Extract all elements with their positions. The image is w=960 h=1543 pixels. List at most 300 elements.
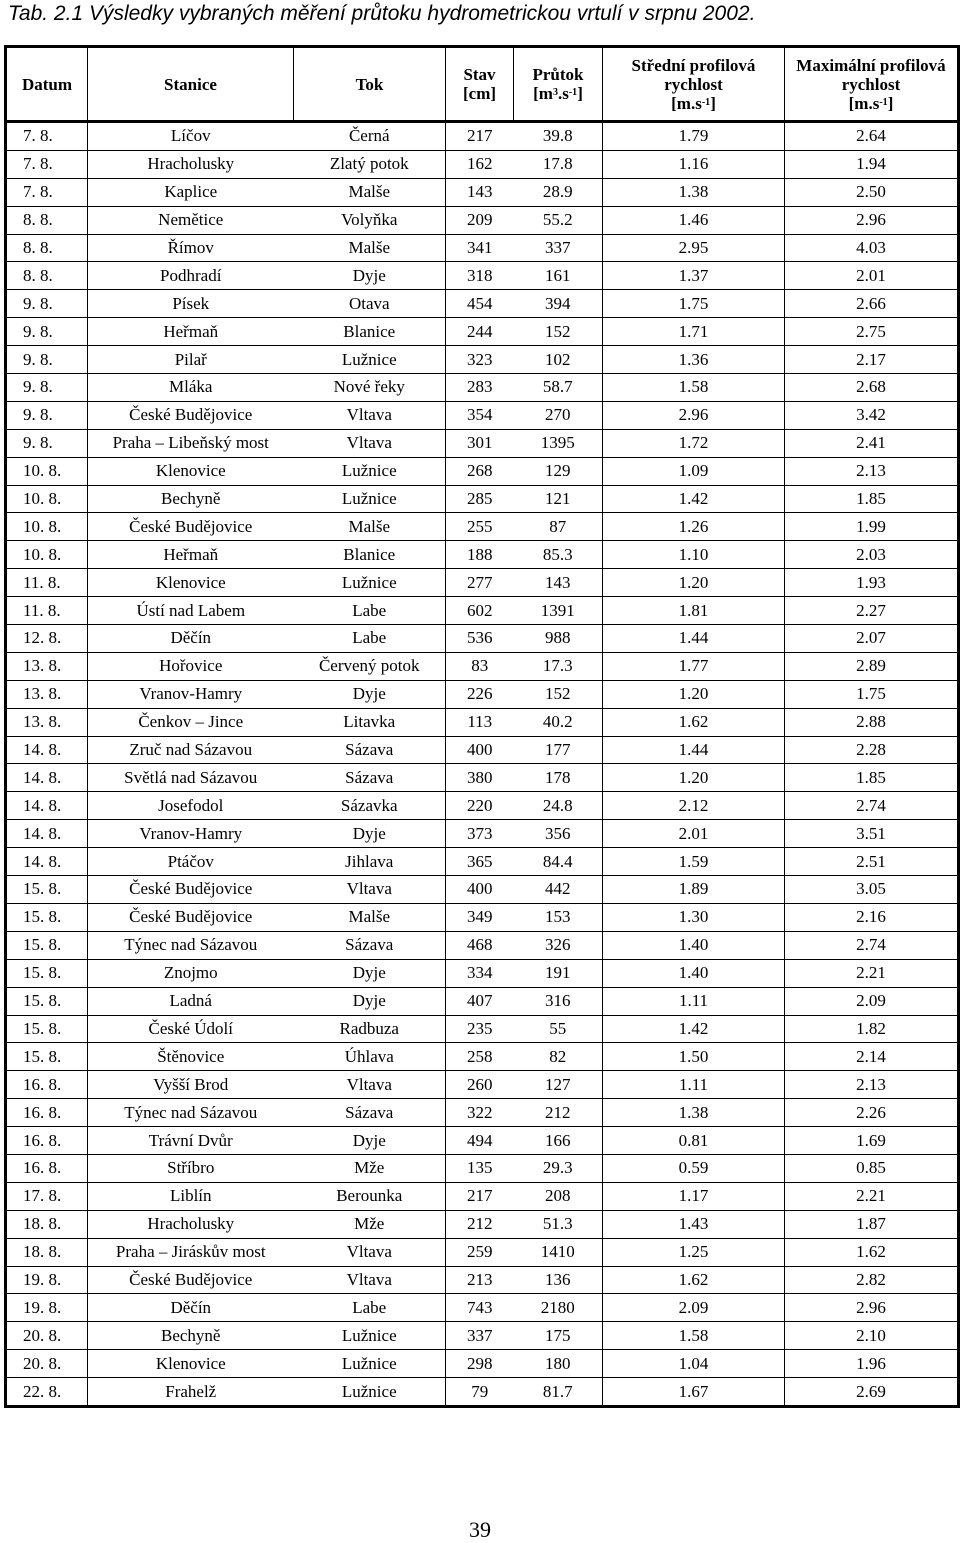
table-row — [6, 485, 959, 513]
cell-tok: Sázava — [294, 736, 446, 764]
cell-stredni-rychlost: 1.25 — [603, 1238, 785, 1266]
cell-stav: 318 — [446, 262, 514, 290]
cell-maximalni-rychlost: 2.74 — [785, 792, 959, 820]
cell-stanice: České Budějovice — [88, 1266, 294, 1294]
cell-stanice: České Budějovice — [88, 401, 294, 429]
cell-prutok: 316 — [514, 987, 603, 1015]
cell-datum: 16. 8. — [6, 1071, 88, 1099]
cell-prutok: 178 — [514, 764, 603, 792]
cell-stanice: Ústí nad Labem — [88, 597, 294, 625]
cell-stanice: Mláka — [88, 374, 294, 402]
cell-stanice: Líčov — [88, 122, 294, 151]
cell-stredni-rychlost: 1.42 — [603, 1015, 785, 1043]
cell-stav: 341 — [446, 234, 514, 262]
table-row — [6, 987, 959, 1015]
table-row — [6, 625, 959, 653]
cell-stredni-rychlost: 1.58 — [603, 1322, 785, 1350]
cell-datum: 15. 8. — [6, 959, 88, 987]
cell-maximalni-rychlost: 1.85 — [785, 764, 959, 792]
cell-stav: 244 — [446, 318, 514, 346]
cell-maximalni-rychlost: 2.10 — [785, 1322, 959, 1350]
cell-prutok: 84.4 — [514, 848, 603, 876]
cell-maximalni-rychlost: 1.94 — [785, 150, 959, 178]
cell-maximalni-rychlost: 2.01 — [785, 262, 959, 290]
cell-maximalni-rychlost: 3.51 — [785, 820, 959, 848]
cell-datum: 15. 8. — [6, 903, 88, 931]
table-row — [6, 122, 959, 151]
cell-maximalni-rychlost: 1.96 — [785, 1350, 959, 1378]
cell-tok: Zlatý potok — [294, 150, 446, 178]
cell-stav: 400 — [446, 736, 514, 764]
cell-stav: 259 — [446, 1238, 514, 1266]
cell-stanice: Stříbro — [88, 1154, 294, 1182]
cell-maximalni-rychlost: 1.75 — [785, 680, 959, 708]
cell-stav: 743 — [446, 1294, 514, 1322]
cell-tok: Litavka — [294, 708, 446, 736]
cell-prutok: 191 — [514, 959, 603, 987]
cell-stav: 113 — [446, 708, 514, 736]
header-tok: Tok — [294, 47, 446, 122]
cell-stav: 298 — [446, 1350, 514, 1378]
cell-stav: 365 — [446, 848, 514, 876]
cell-datum: 10. 8. — [6, 457, 88, 485]
cell-maximalni-rychlost: 2.17 — [785, 346, 959, 374]
cell-tok: Vltava — [294, 429, 446, 457]
cell-maximalni-rychlost: 1.69 — [785, 1127, 959, 1155]
cell-stanice: Nemětice — [88, 206, 294, 234]
cell-datum: 9. 8. — [6, 290, 88, 318]
cell-stanice: Štěnovice — [88, 1043, 294, 1071]
table-row — [6, 1182, 959, 1210]
cell-tok: Dyje — [294, 959, 446, 987]
cell-datum: 16. 8. — [6, 1099, 88, 1127]
table-row — [6, 1154, 959, 1182]
cell-stredni-rychlost: 2.95 — [603, 234, 785, 262]
cell-maximalni-rychlost: 2.64 — [785, 122, 959, 151]
cell-stav: 349 — [446, 903, 514, 931]
cell-maximalni-rychlost: 1.87 — [785, 1210, 959, 1238]
cell-tok: Dyje — [294, 987, 446, 1015]
cell-stanice: Praha – Jiráskův most — [88, 1238, 294, 1266]
cell-prutok: 337 — [514, 234, 603, 262]
cell-maximalni-rychlost: 1.99 — [785, 513, 959, 541]
cell-prutok: 121 — [514, 485, 603, 513]
cell-stanice: Bechyně — [88, 485, 294, 513]
cell-stav: 400 — [446, 876, 514, 904]
cell-stredni-rychlost: 0.59 — [603, 1154, 785, 1182]
cell-stanice: Vranov-Hamry — [88, 680, 294, 708]
cell-tok: Dyje — [294, 820, 446, 848]
cell-stav: 283 — [446, 374, 514, 402]
cell-stredni-rychlost: 1.42 — [603, 485, 785, 513]
cell-stav: 494 — [446, 1127, 514, 1155]
cell-tok: Sázava — [294, 931, 446, 959]
cell-datum: 8. 8. — [6, 262, 88, 290]
table-row — [6, 820, 959, 848]
cell-stredni-rychlost: 1.20 — [603, 680, 785, 708]
cell-tok: Vltava — [294, 876, 446, 904]
cell-tok: Lužnice — [294, 1322, 446, 1350]
cell-datum: 19. 8. — [6, 1266, 88, 1294]
cell-stanice: České Budějovice — [88, 513, 294, 541]
cell-prutok: 102 — [514, 346, 603, 374]
table-row — [6, 401, 959, 429]
cell-stredni-rychlost: 1.36 — [603, 346, 785, 374]
cell-datum: 17. 8. — [6, 1182, 88, 1210]
cell-datum: 15. 8. — [6, 876, 88, 904]
cell-stredni-rychlost: 1.26 — [603, 513, 785, 541]
cell-maximalni-rychlost: 2.69 — [785, 1378, 959, 1407]
cell-stanice: Znojmo — [88, 959, 294, 987]
table-row — [6, 290, 959, 318]
cell-stanice: Klenovice — [88, 457, 294, 485]
cell-tok: Lužnice — [294, 485, 446, 513]
cell-maximalni-rychlost: 1.62 — [785, 1238, 959, 1266]
cell-stredni-rychlost: 1.67 — [603, 1378, 785, 1407]
cell-stav: 536 — [446, 625, 514, 653]
table-row — [6, 1322, 959, 1350]
cell-stanice: Vranov-Hamry — [88, 820, 294, 848]
cell-datum: 20. 8. — [6, 1322, 88, 1350]
cell-stanice: Podhradí — [88, 262, 294, 290]
cell-stanice: Římov — [88, 234, 294, 262]
cell-stanice: Písek — [88, 290, 294, 318]
cell-maximalni-rychlost: 2.07 — [785, 625, 959, 653]
cell-datum: 9. 8. — [6, 374, 88, 402]
header-stanice: Stanice — [88, 47, 294, 122]
cell-datum: 19. 8. — [6, 1294, 88, 1322]
cell-maximalni-rychlost: 1.82 — [785, 1015, 959, 1043]
cell-stredni-rychlost: 1.62 — [603, 1266, 785, 1294]
cell-stredni-rychlost: 2.01 — [603, 820, 785, 848]
cell-prutok: 1395 — [514, 429, 603, 457]
cell-tok: Labe — [294, 1294, 446, 1322]
cell-maximalni-rychlost: 2.50 — [785, 178, 959, 206]
cell-prutok: 212 — [514, 1099, 603, 1127]
cell-maximalni-rychlost: 2.21 — [785, 959, 959, 987]
cell-maximalni-rychlost: 4.03 — [785, 234, 959, 262]
cell-prutok: 2180 — [514, 1294, 603, 1322]
cell-stav: 334 — [446, 959, 514, 987]
cell-stredni-rychlost: 1.38 — [603, 1099, 785, 1127]
cell-maximalni-rychlost: 2.13 — [785, 457, 959, 485]
cell-datum: 7. 8. — [6, 122, 88, 151]
cell-tok: Dyje — [294, 1127, 446, 1155]
cell-tok: Dyje — [294, 262, 446, 290]
cell-tok: Labe — [294, 597, 446, 625]
cell-stav: 217 — [446, 122, 514, 151]
cell-prutok: 152 — [514, 680, 603, 708]
cell-datum: 9. 8. — [6, 429, 88, 457]
cell-tok: Úhlava — [294, 1043, 446, 1071]
table-row — [6, 262, 959, 290]
cell-stanice: České Údolí — [88, 1015, 294, 1043]
cell-stanice: Heřmaň — [88, 541, 294, 569]
cell-stanice: Čenkov – Jince — [88, 708, 294, 736]
cell-maximalni-rychlost: 0.85 — [785, 1154, 959, 1182]
header-datum: Datum — [6, 47, 88, 122]
cell-maximalni-rychlost: 2.09 — [785, 987, 959, 1015]
table-row — [6, 848, 959, 876]
cell-datum: 10. 8. — [6, 541, 88, 569]
cell-stanice: Hracholusky — [88, 150, 294, 178]
cell-stanice: Kaplice — [88, 178, 294, 206]
cell-datum: 8. 8. — [6, 206, 88, 234]
cell-tok: Vltava — [294, 401, 446, 429]
cell-prutok: 326 — [514, 931, 603, 959]
table-row — [6, 374, 959, 402]
header-stredni-rychlost: Střední profilová rychlost $[m.s^{-1}]$ — [603, 47, 785, 122]
cell-prutok: 24.8 — [514, 792, 603, 820]
cell-maximalni-rychlost: 2.89 — [785, 652, 959, 680]
cell-prutok: 1391 — [514, 597, 603, 625]
cell-stav: 143 — [446, 178, 514, 206]
table-row — [6, 903, 959, 931]
cell-datum: 18. 8. — [6, 1238, 88, 1266]
cell-stredni-rychlost: 2.12 — [603, 792, 785, 820]
cell-prutok: 82 — [514, 1043, 603, 1071]
table-row — [6, 1266, 959, 1294]
cell-stredni-rychlost: 1.38 — [603, 178, 785, 206]
cell-stredni-rychlost: 1.62 — [603, 708, 785, 736]
cell-stredni-rychlost: 0.81 — [603, 1127, 785, 1155]
cell-stredni-rychlost: 1.46 — [603, 206, 785, 234]
cell-datum: 10. 8. — [6, 513, 88, 541]
cell-stav: 255 — [446, 513, 514, 541]
cell-maximalni-rychlost: 2.28 — [785, 736, 959, 764]
cell-prutok: 87 — [514, 513, 603, 541]
cell-tok: Malše — [294, 178, 446, 206]
cell-stanice: Praha – Libeňský most — [88, 429, 294, 457]
cell-maximalni-rychlost: 3.05 — [785, 876, 959, 904]
cell-stanice: Klenovice — [88, 1350, 294, 1378]
cell-maximalni-rychlost: 2.27 — [785, 597, 959, 625]
cell-tok: Černá — [294, 122, 446, 151]
table-row — [6, 876, 959, 904]
table-row — [6, 931, 959, 959]
cell-tok: Lužnice — [294, 457, 446, 485]
cell-datum: 7. 8. — [6, 150, 88, 178]
cell-prutok: 85.3 — [514, 541, 603, 569]
cell-stanice: Hořovice — [88, 652, 294, 680]
table-row — [6, 736, 959, 764]
table-header-row — [6, 47, 959, 122]
cell-prutok: 394 — [514, 290, 603, 318]
cell-tok: Dyje — [294, 680, 446, 708]
table-row — [6, 513, 959, 541]
table-row — [6, 708, 959, 736]
cell-maximalni-rychlost: 2.66 — [785, 290, 959, 318]
cell-datum: 10. 8. — [6, 485, 88, 513]
cell-maximalni-rychlost: 2.68 — [785, 374, 959, 402]
cell-stredni-rychlost: 2.96 — [603, 401, 785, 429]
cell-tok: Malše — [294, 234, 446, 262]
cell-stanice: Děčín — [88, 1294, 294, 1322]
cell-stanice: Týnec nad Sázavou — [88, 1099, 294, 1127]
table-row — [6, 959, 959, 987]
cell-tok: Sázavka — [294, 792, 446, 820]
cell-tok: Vltava — [294, 1071, 446, 1099]
cell-prutok: 442 — [514, 876, 603, 904]
cell-stav: 380 — [446, 764, 514, 792]
cell-tok: Labe — [294, 625, 446, 653]
cell-prutok: 180 — [514, 1350, 603, 1378]
cell-stav: 602 — [446, 597, 514, 625]
header-maximalni-rychlost: Maximální profilová rychlost $[m.s^{-1}]$ — [785, 47, 959, 122]
cell-stav: 79 — [446, 1378, 514, 1407]
cell-datum: 15. 8. — [6, 931, 88, 959]
cell-tok: Malše — [294, 903, 446, 931]
cell-maximalni-rychlost: 2.26 — [785, 1099, 959, 1127]
table-row — [6, 429, 959, 457]
cell-prutok: 58.7 — [514, 374, 603, 402]
table-row — [6, 1210, 959, 1238]
cell-stanice: Vyšší Brod — [88, 1071, 294, 1099]
cell-stredni-rychlost: 1.44 — [603, 625, 785, 653]
cell-stredni-rychlost: 1.04 — [603, 1350, 785, 1378]
header-stav: Stav [cm] — [446, 47, 514, 122]
table-row — [6, 318, 959, 346]
cell-stanice: Frahelž — [88, 1378, 294, 1407]
cell-stredni-rychlost: 1.79 — [603, 122, 785, 151]
cell-stav: 285 — [446, 485, 514, 513]
cell-prutok: 356 — [514, 820, 603, 848]
cell-stredni-rychlost: 1.71 — [603, 318, 785, 346]
cell-stav: 277 — [446, 569, 514, 597]
table-row — [6, 346, 959, 374]
cell-stav: 235 — [446, 1015, 514, 1043]
cell-datum: 15. 8. — [6, 1015, 88, 1043]
cell-datum: 8. 8. — [6, 234, 88, 262]
cell-stav: 220 — [446, 792, 514, 820]
cell-datum: 13. 8. — [6, 652, 88, 680]
cell-stanice: Ptáčov — [88, 848, 294, 876]
table-row — [6, 541, 959, 569]
cell-tok: Vltava — [294, 1266, 446, 1294]
cell-stanice: Děčín — [88, 625, 294, 653]
cell-stredni-rychlost: 1.40 — [603, 959, 785, 987]
cell-tok: Nové řeky — [294, 374, 446, 402]
cell-datum: 22. 8. — [6, 1378, 88, 1407]
cell-tok: Lužnice — [294, 346, 446, 374]
cell-prutok: 127 — [514, 1071, 603, 1099]
cell-stav: 217 — [446, 1182, 514, 1210]
cell-prutok: 166 — [514, 1127, 603, 1155]
cell-tok: Jihlava — [294, 848, 446, 876]
cell-maximalni-rychlost: 2.14 — [785, 1043, 959, 1071]
table-row — [6, 457, 959, 485]
cell-prutok: 40.2 — [514, 708, 603, 736]
cell-tok: Vltava — [294, 1238, 446, 1266]
cell-stanice: České Budějovice — [88, 903, 294, 931]
cell-stav: 188 — [446, 541, 514, 569]
cell-datum: 14. 8. — [6, 848, 88, 876]
cell-datum: 16. 8. — [6, 1154, 88, 1182]
cell-datum: 9. 8. — [6, 318, 88, 346]
cell-tok: Lužnice — [294, 1350, 446, 1378]
table-row — [6, 1378, 959, 1407]
cell-stanice: Týnec nad Sázavou — [88, 931, 294, 959]
cell-prutok: 55.2 — [514, 206, 603, 234]
table-row — [6, 1127, 959, 1155]
cell-maximalni-rychlost: 2.96 — [785, 1294, 959, 1322]
cell-stav: 454 — [446, 290, 514, 318]
cell-prutok: 1410 — [514, 1238, 603, 1266]
cell-stanice: Liblín — [88, 1182, 294, 1210]
cell-prutok: 153 — [514, 903, 603, 931]
cell-stav: 337 — [446, 1322, 514, 1350]
cell-stav: 323 — [446, 346, 514, 374]
cell-stredni-rychlost: 1.44 — [603, 736, 785, 764]
cell-tok: Blanice — [294, 318, 446, 346]
cell-prutok: 39.8 — [514, 122, 603, 151]
cell-stredni-rychlost: 1.30 — [603, 903, 785, 931]
cell-prutok: 136 — [514, 1266, 603, 1294]
cell-datum: 20. 8. — [6, 1350, 88, 1378]
table-row — [6, 1238, 959, 1266]
cell-datum: 18. 8. — [6, 1210, 88, 1238]
table-row — [6, 792, 959, 820]
cell-stav: 354 — [446, 401, 514, 429]
cell-prutok: 129 — [514, 457, 603, 485]
cell-stav: 268 — [446, 457, 514, 485]
cell-tok: Mže — [294, 1154, 446, 1182]
cell-datum: 11. 8. — [6, 569, 88, 597]
cell-datum: 12. 8. — [6, 625, 88, 653]
cell-stredni-rychlost: 1.20 — [603, 569, 785, 597]
cell-tok: Červený potok — [294, 652, 446, 680]
cell-prutok: 143 — [514, 569, 603, 597]
table-row — [6, 680, 959, 708]
table-row — [6, 178, 959, 206]
table-row — [6, 206, 959, 234]
cell-stredni-rychlost: 1.16 — [603, 150, 785, 178]
cell-stav: 260 — [446, 1071, 514, 1099]
cell-prutok: 81.7 — [514, 1378, 603, 1407]
table-row — [6, 764, 959, 792]
cell-stanice: Heřmaň — [88, 318, 294, 346]
cell-datum: 9. 8. — [6, 401, 88, 429]
cell-stredni-rychlost: 1.43 — [603, 1210, 785, 1238]
cell-tok: Sázava — [294, 764, 446, 792]
cell-stanice: Bechyně — [88, 1322, 294, 1350]
table-row — [6, 597, 959, 625]
page-number: 39 — [469, 1517, 491, 1542]
cell-prutok: 29.3 — [514, 1154, 603, 1182]
cell-datum: 14. 8. — [6, 736, 88, 764]
table-row — [6, 1071, 959, 1099]
cell-tok: Radbuza — [294, 1015, 446, 1043]
cell-stav: 209 — [446, 206, 514, 234]
cell-stav: 301 — [446, 429, 514, 457]
cell-stredni-rychlost: 1.10 — [603, 541, 785, 569]
cell-prutok: 17.8 — [514, 150, 603, 178]
cell-tok: Volyňka — [294, 206, 446, 234]
cell-stredni-rychlost: 1.75 — [603, 290, 785, 318]
cell-maximalni-rychlost: 2.41 — [785, 429, 959, 457]
table-body — [6, 122, 959, 1407]
cell-prutok: 51.3 — [514, 1210, 603, 1238]
cell-maximalni-rychlost: 2.74 — [785, 931, 959, 959]
cell-stanice: Trávní Dvůr — [88, 1127, 294, 1155]
cell-stredni-rychlost: 2.09 — [603, 1294, 785, 1322]
cell-datum: 14. 8. — [6, 820, 88, 848]
cell-datum: 16. 8. — [6, 1127, 88, 1155]
cell-datum: 9. 8. — [6, 346, 88, 374]
cell-maximalni-rychlost: 1.85 — [785, 485, 959, 513]
cell-maximalni-rychlost: 2.13 — [785, 1071, 959, 1099]
cell-tok: Lužnice — [294, 1378, 446, 1407]
